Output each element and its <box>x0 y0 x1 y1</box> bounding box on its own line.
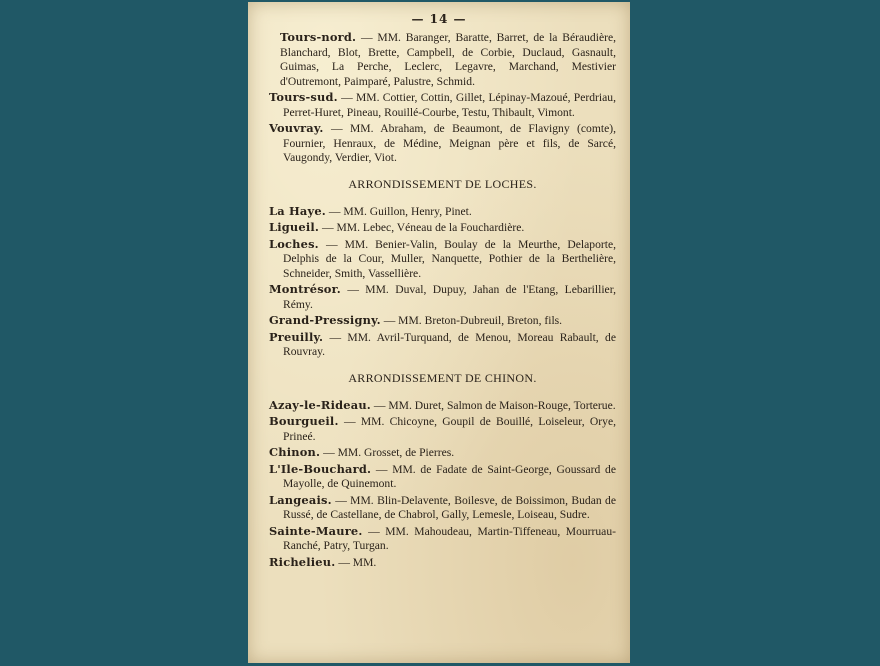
section-heading-loches: ARRONDISSEMENT DE LOCHES. <box>348 176 537 191</box>
place-name: Ligueil. <box>269 220 320 234</box>
entry-montresor <box>269 282 616 312</box>
members: — MM. Cottier, Cottin, Gillet, Lépinay-Mazoué, Perdriau, Perret-Huret, Pineau, Rouillé-Courbe, Testu, Thibault, Vimont. <box>283 91 616 119</box>
members: — MM. Baranger, Baratte, Barret, de la Béraudière, Blanchard, Blot, Brette, Campbell, de Corbie, Duclaud, Gasnault, Guimas, La Perche, Leclerc, Legavre, Marchand, Mestivier d'Outremont, Paimparé, Palustre, Schmid. <box>280 31 616 88</box>
members: — MM. Breton-Dubreuil, Breton, fils. <box>383 314 563 327</box>
members: — MM. Blin-Delavente, Boilesve, de Boissimon, Budan de Russé, de Castellane, de Chabrol, Gally, Lemesle, Loiseau, Sudre. <box>283 493 616 521</box>
place-name: Tours-sud. <box>269 90 338 104</box>
entry-chinon <box>269 445 616 461</box>
entry-vouvray <box>269 121 616 166</box>
members: — MM. Benier-Valin, Boulay de la Meurthe, Delaporte, Delphis de la Cour, Muller, Nanquette, Pothier de la Berthelière, Schneider, Smith, Vassellière. <box>283 237 616 280</box>
entry-la-haye <box>269 204 616 220</box>
place-name: Azay-le-Rideau. <box>269 397 371 412</box>
page-number: — 14 — <box>411 12 467 26</box>
place-name: Richelieu. <box>269 554 336 569</box>
members: — MM. Guillon, Henry, Pinet. <box>328 204 472 218</box>
members: — MM. Abraham, de Beaumont, de Flavigny (comte), Fournier, Henraux, de Médine, Meignan père et fils, de Sarcé, Vaugondy, Verdier, Viot. <box>283 122 616 164</box>
members: — MM. <box>338 555 377 569</box>
entry-grand-pressigny <box>269 313 616 329</box>
entry-langeais <box>269 493 616 523</box>
document-page <box>248 2 630 663</box>
members: — MM. Chicoyne, Goupil de Bouillé, Loiseleur, Orye, Prineé. <box>283 415 616 443</box>
entry-bourgueil <box>269 414 616 444</box>
section-heading-chinon: ARRONDISSEMENT DE CHINON. <box>348 370 537 385</box>
place-name: Sainte-Maure. <box>269 523 363 538</box>
place-name: La Haye. <box>269 203 326 218</box>
entry-azay-le-rideau <box>269 398 616 414</box>
entry-richelieu <box>269 555 616 571</box>
place-name: Preuilly. <box>269 329 324 344</box>
place-name: L'Ile-Bouchard. <box>269 461 372 476</box>
members: — MM. Duval, Dupuy, Jahan de l'Etang, Lebarillier, Rémy. <box>283 283 616 311</box>
place-name: Chinon. <box>269 445 321 459</box>
entry-ligueil <box>269 220 616 236</box>
members: — MM. Duret, Salmon de Maison-Rouge, Torterue. <box>373 398 616 412</box>
place-name: Loches. <box>269 236 319 251</box>
place-name: Tours-nord. <box>280 30 357 44</box>
members: — MM. Avril-Turquand, de Menou, Moreau Rabault, de Rouvray. <box>283 330 616 358</box>
entry-sainte-maure <box>269 524 616 554</box>
entry-tours-nord <box>269 30 616 89</box>
entry-preuilly <box>269 330 616 360</box>
place-name: Montrésor. <box>269 282 341 296</box>
members: — MM. de Fadate de Saint-George, Goussard de Mayolle, de Quinemont. <box>283 462 616 490</box>
place-name: Vouvray. <box>269 121 324 135</box>
members: — MM. Grosset, de Pierres. <box>323 446 455 459</box>
place-name: Bourgueil. <box>269 414 339 428</box>
page-text <box>269 30 616 571</box>
entry-loches <box>269 237 616 282</box>
place-name: Grand-Pressigny. <box>269 313 381 327</box>
entry-tours-sud <box>269 90 616 120</box>
members: — MM. Mahoudeau, Martin-Tiffeneau, Mourruau-Ranché, Patry, Turgan. <box>283 524 616 552</box>
entry-ile-bouchard <box>269 462 616 492</box>
place-name: Langeais. <box>269 492 332 507</box>
members: — MM. Lebec, Véneau de la Fouchardière. <box>321 221 525 234</box>
